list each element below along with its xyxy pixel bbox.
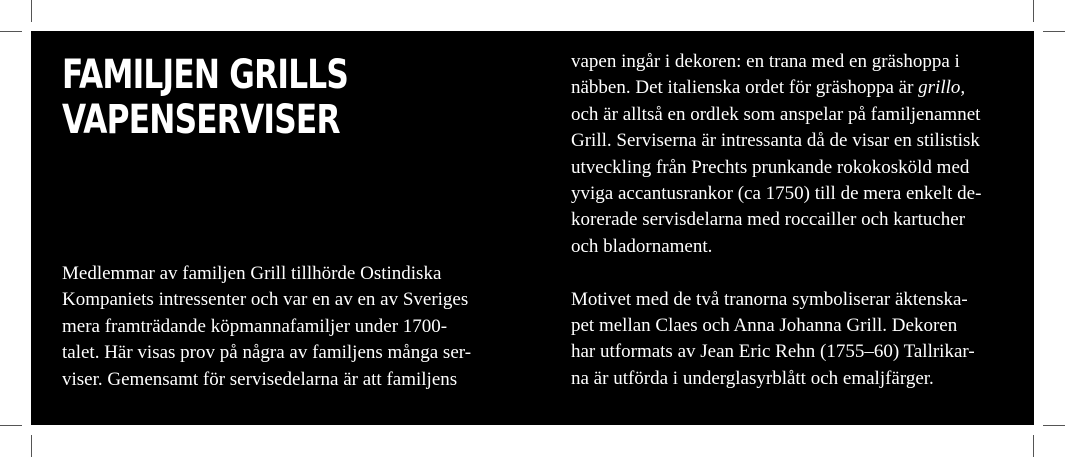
text-line: pet mellan Claes och Anna Johanna Grill. Dekoren	[571, 315, 958, 337]
italic-word: grillo,	[918, 77, 966, 99]
text-fragment: näbben. Det italienska ordet för gräshoppa är	[571, 77, 919, 99]
crop-mark-left-bottom	[0, 425, 22, 426]
crop-mark-bottom-left	[31, 435, 32, 457]
text-line: Motivet med de två tranorna symboliserar äktenska-	[571, 288, 968, 310]
black-panel	[31, 31, 1034, 425]
paragraph-gap	[571, 260, 1016, 286]
text-line: yviga accantusrankor (ca 1750) till de mera enkelt de-	[571, 183, 982, 205]
text-line: na är utförda i underglasyrblått och emaljfärger.	[571, 367, 934, 389]
text-line: mera framträdande köpmannafamiljer under 1700-	[62, 315, 448, 337]
text-line: utveckling från Prechts prunkande rokokosköld med	[571, 156, 970, 178]
text-line: och är alltså en ordlek som anspelar på familjenamnet	[571, 103, 981, 125]
page-title	[62, 53, 348, 143]
text-line: har utformats av Jean Eric Rehn (1755–60) Tallrikar-	[571, 341, 975, 363]
title-line-1: FAMILJEN GRILLS	[62, 52, 349, 98]
crop-mark-top-right	[1033, 0, 1034, 22]
right-column-text	[571, 49, 1016, 392]
left-column-text	[62, 261, 532, 393]
text-line: vapen ingår i dekoren: en trana med en gräshoppa i	[571, 51, 960, 72]
paragraph-2	[571, 287, 1016, 393]
text-line: Medlemmar av familjen Grill tillhörde Ostindiska	[62, 263, 442, 284]
paragraph-1	[571, 49, 1016, 260]
crop-mark-left-top	[0, 31, 22, 32]
text-line	[571, 75, 1016, 101]
crop-mark-bottom-right	[1033, 435, 1034, 457]
text-line: Grill. Serviserna är intressanta då de visar en stilistisk	[571, 130, 980, 152]
text-line: korerade servisdelarna med roccailler och kartucher	[571, 209, 966, 231]
title-line-2: VAPENSERVISER	[62, 97, 340, 143]
text-line: talet. Här visas prov på några av familjens många ser-	[62, 342, 472, 364]
text-line: viser. Gemensamt för servisedelarna är att familjens	[62, 368, 458, 390]
text-line: Kompaniets intressenter och var en av en av Sveriges	[62, 289, 469, 311]
crop-mark-top-left	[31, 0, 32, 22]
crop-mark-right-top	[1043, 31, 1065, 32]
text-line: och bladornament.	[571, 235, 713, 257]
crop-mark-right-bottom	[1043, 425, 1065, 426]
